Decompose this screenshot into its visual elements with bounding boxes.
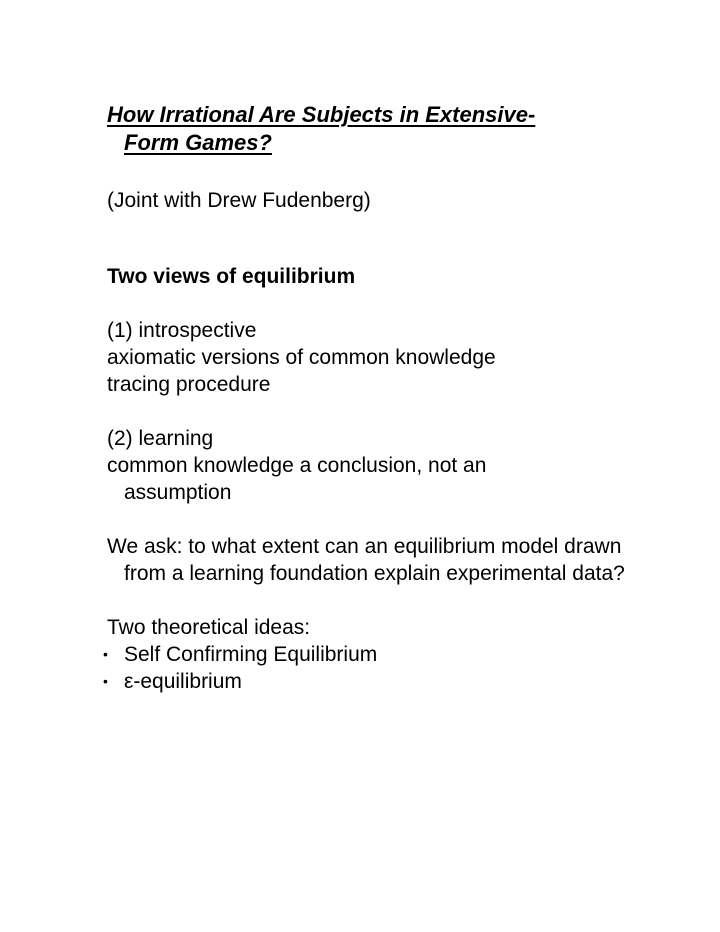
title-line-2: Form Games? — [124, 130, 272, 155]
page-title — [107, 101, 697, 157]
view1-line: tracing procedure — [107, 373, 271, 396]
document-page — [103, 101, 697, 695]
list-item-text: Self Confirming Equilibrium — [124, 643, 378, 666]
list-item — [103, 668, 697, 695]
joint-note: (Joint with Drew Fudenberg) — [107, 189, 371, 212]
view1-label: (1) introspective — [107, 319, 257, 342]
section-heading: Two views of equilibrium — [107, 265, 356, 288]
list-item-text: ε-equilibrium — [124, 670, 242, 693]
view2-label: (2) learning — [107, 427, 214, 450]
list-item — [103, 641, 697, 668]
view2-text: common knowledge a conclusion, not an assumption — [107, 454, 487, 504]
view1-line: axiomatic versions of common knowledge — [107, 346, 496, 369]
ideas-list — [103, 641, 697, 695]
ideas-intro: Two theoretical ideas: — [107, 616, 311, 639]
bullet-dot-icon: • — [103, 646, 108, 662]
bullet-dot-icon: • — [103, 673, 108, 689]
question-paragraph: We ask: to what extent can an equilibrium model drawn from a learning foundation explain experimental data? — [107, 535, 625, 585]
title-line-1: How Irrational Are Subjects in Extensive- — [107, 102, 536, 127]
